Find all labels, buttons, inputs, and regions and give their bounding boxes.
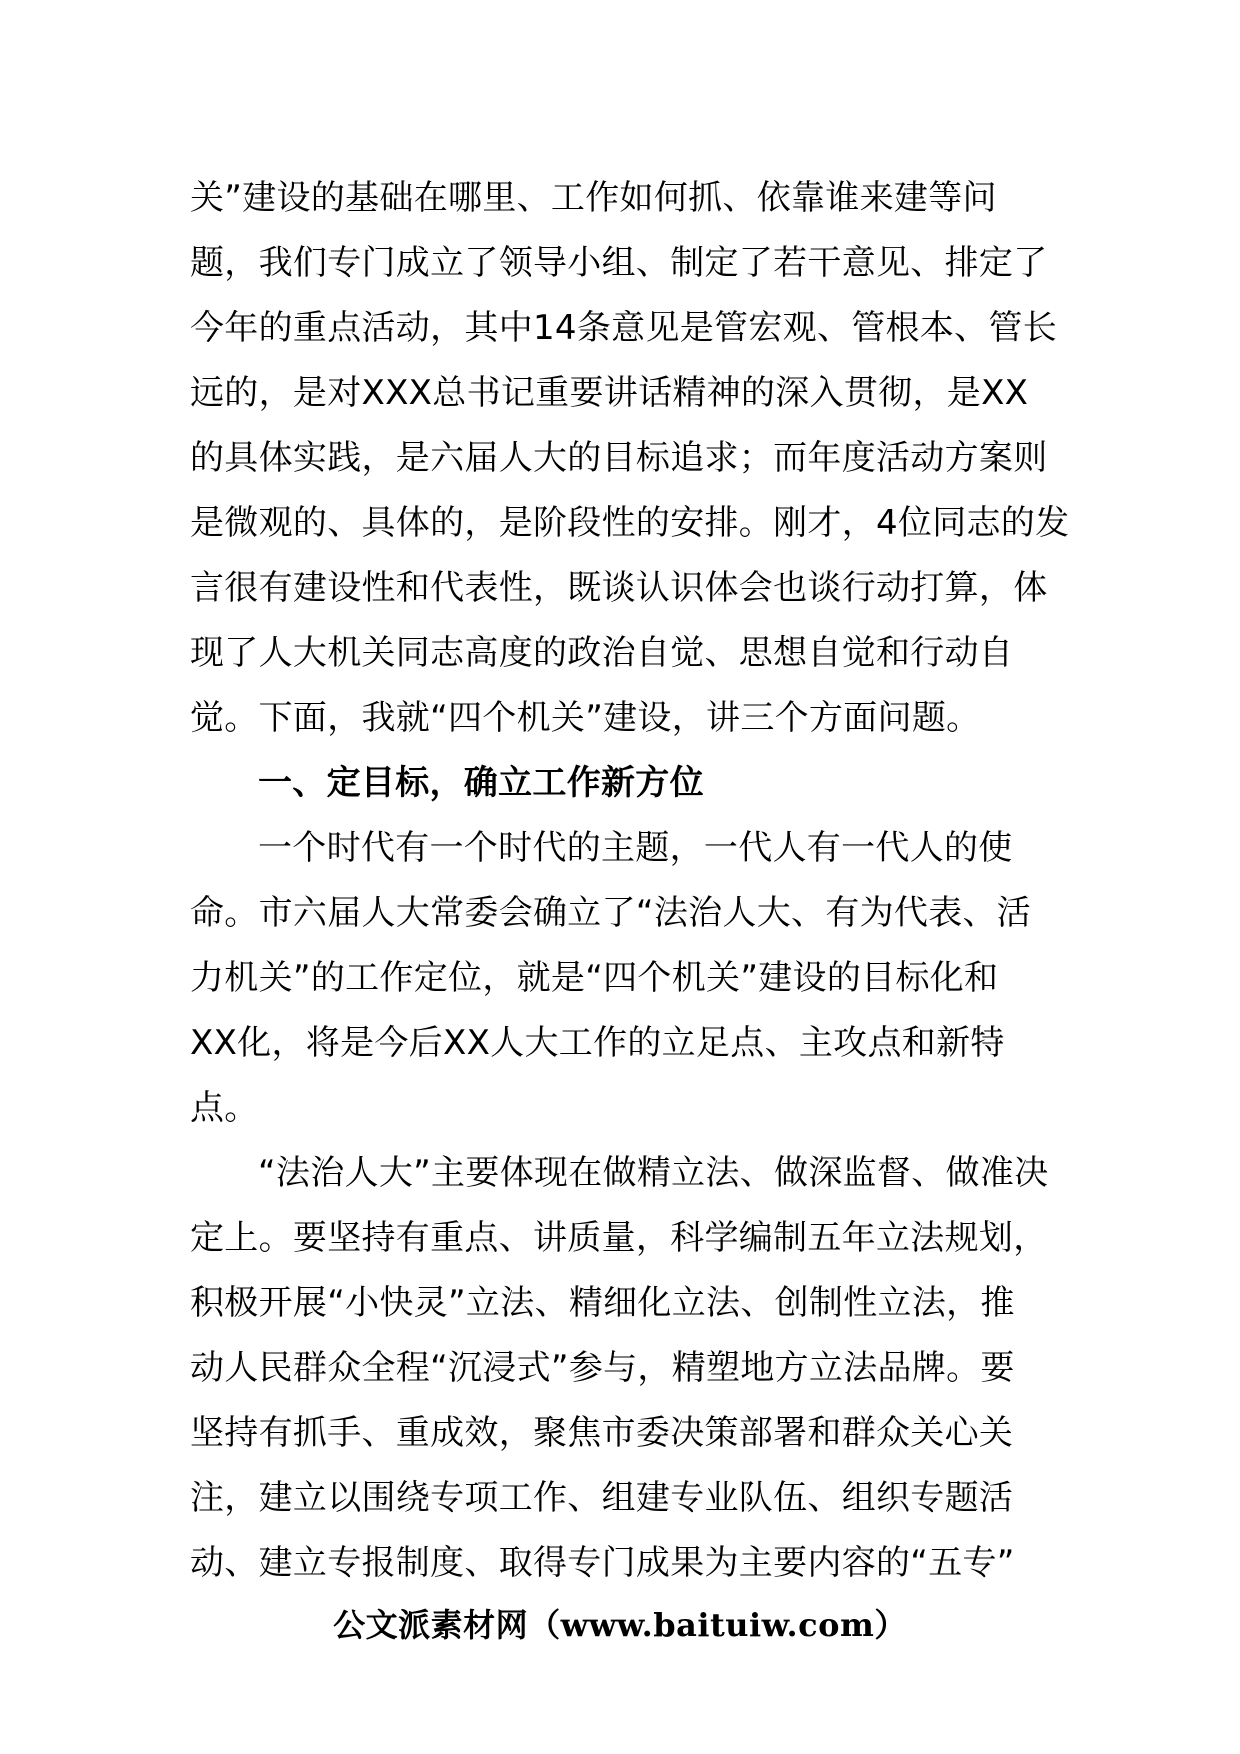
text-line: 今年的重点活动，其中14条意见是管宏观、管根本、管长 (190, 308, 1058, 348)
text-line: XX化，将是今后XX人大工作的立足点、主攻点和新特 (190, 1023, 1005, 1063)
text-line: 题，我们专门成立了领导小组、制定了若干意见、排定了 (190, 243, 1048, 283)
text-line: 的具体实践，是六届人大的目标追求；而年度活动方案则 (190, 438, 1048, 478)
text-line: 定上。要坚持有重点、讲质量，科学编制五年立法规划， (190, 1218, 1048, 1258)
text-line: 觉。下面，我就“四个机关”建设，讲三个方面问题。 (190, 698, 981, 738)
text-line: 是微观的、具体的，是阶段性的安排。刚才，4位同志的发 (190, 503, 1070, 543)
text-line: 一个时代有一个时代的主题，一代人有一代人的使 (258, 828, 1013, 868)
text-line: 言很有建设性和代表性，既谈认识体会也谈行动打算，体 (190, 568, 1048, 608)
text-line: 动、建立专报制度、取得专门成果为主要内容的“五专” (190, 1543, 1015, 1583)
text-line: 动人民群众全程“沉浸式”参与，精塑地方立法品牌。要 (190, 1348, 1015, 1388)
document-body (190, 166, 1070, 1596)
text-line: 命。市六届人大常委会确立了“法治人大、有为代表、活 (190, 893, 1032, 933)
text-line: 积极开展“小快灵”立法、精细化立法、创制性立法，推 (190, 1283, 1015, 1323)
text-line: 远的，是对XXX总书记重要讲话精神的深入贯彻，是XX (190, 373, 1029, 413)
text-line: 力机关”的工作定位，就是“四个机关”建设的目标化和 (190, 958, 999, 998)
text-line: 关”建设的基础在哪里、工作如何抓、依靠谁来建等问 (190, 178, 997, 218)
text-line: 现了人大机关同志高度的政治自觉、思想自觉和行动自 (190, 633, 1014, 673)
text-line: 点。 (190, 1088, 259, 1128)
text-line: 注，建立以围绕专项工作、组建专业队伍、组织专题活 (190, 1478, 1014, 1518)
footer-watermark: 公文派素材网（www.baituiw.com） (333, 1606, 907, 1644)
section-heading: 一、定目标，确立工作新方位 (258, 763, 704, 803)
text-line: “法治人大”主要体现在做精立法、做深监督、做准决 (258, 1153, 1049, 1193)
text-line: 坚持有抓手、重成效，聚焦市委决策部署和群众关心关 (190, 1413, 1014, 1453)
